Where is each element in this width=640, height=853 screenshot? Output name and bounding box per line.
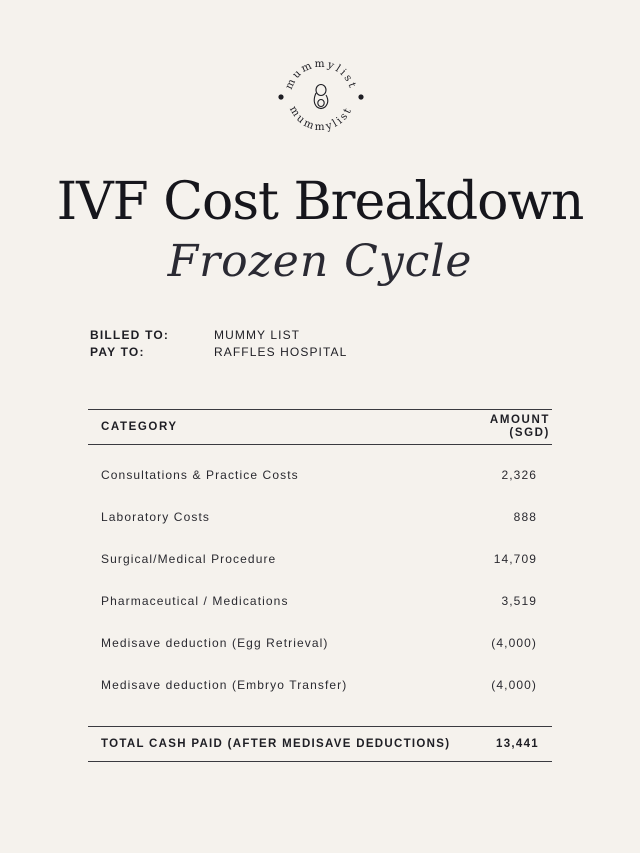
pay-to-row	[90, 344, 347, 361]
billed-to-label: BILLED TO:	[90, 328, 170, 342]
logo-dot-right	[358, 94, 363, 99]
row-amount: (4,000)	[491, 636, 537, 650]
logo-ring-text-bottom: mummylist	[286, 103, 355, 134]
page-title: IVF Cost Breakdown	[56, 172, 584, 232]
table-header	[88, 410, 552, 444]
cost-table	[88, 409, 552, 762]
table-row	[88, 664, 552, 706]
row-category: Consultations & Practice Costs	[101, 468, 299, 482]
table-body	[88, 445, 552, 706]
row-category: Surgical/Medical Procedure	[101, 552, 277, 566]
total-label: TOTAL CASH PAID (AFTER MEDISAVE DEDUCTIONS)	[101, 738, 451, 750]
total-bottom-rule	[88, 761, 552, 762]
logo-dot-left	[278, 94, 283, 99]
table-row	[88, 496, 552, 538]
billed-to-row	[90, 327, 347, 344]
header-amount	[488, 414, 550, 440]
table-row	[88, 580, 552, 622]
row-category: Laboratory Costs	[101, 510, 210, 524]
row-amount: 3,519	[501, 594, 537, 608]
mummylist-logo	[274, 50, 368, 144]
table-row	[88, 622, 552, 664]
billed-to-value: MUMMY LIST	[214, 328, 301, 342]
table-row	[88, 454, 552, 496]
row-amount: 2,326	[501, 468, 537, 482]
table-row	[88, 538, 552, 580]
fetus-icon	[314, 85, 328, 109]
row-category: Medisave deduction (Embryo Transfer)	[101, 678, 348, 692]
pay-to-value: RAFFLES HOSPITAL	[214, 345, 348, 359]
row-category: Medisave deduction (Egg Retrieval)	[101, 636, 329, 650]
total-value: 13,441	[496, 738, 539, 750]
row-category: Pharmaceutical / Medications	[101, 594, 289, 608]
row-amount: 14,709	[493, 552, 537, 566]
header-amount-line1: AMOUNT	[489, 414, 550, 426]
svg-text:mummylist	[283, 58, 359, 91]
pay-to-label: PAY TO:	[90, 345, 145, 359]
total-row	[88, 727, 552, 761]
table-total-section	[88, 726, 552, 762]
billing-info	[90, 327, 347, 361]
row-amount: (4,000)	[491, 678, 537, 692]
header-amount-line2: (SGD)	[509, 427, 550, 439]
header-category: CATEGORY	[101, 421, 178, 433]
logo-ring-text-top: mummylist	[282, 57, 359, 92]
row-amount: 888	[513, 510, 537, 524]
page-subtitle-script: Frozen Cycle	[167, 236, 473, 287]
